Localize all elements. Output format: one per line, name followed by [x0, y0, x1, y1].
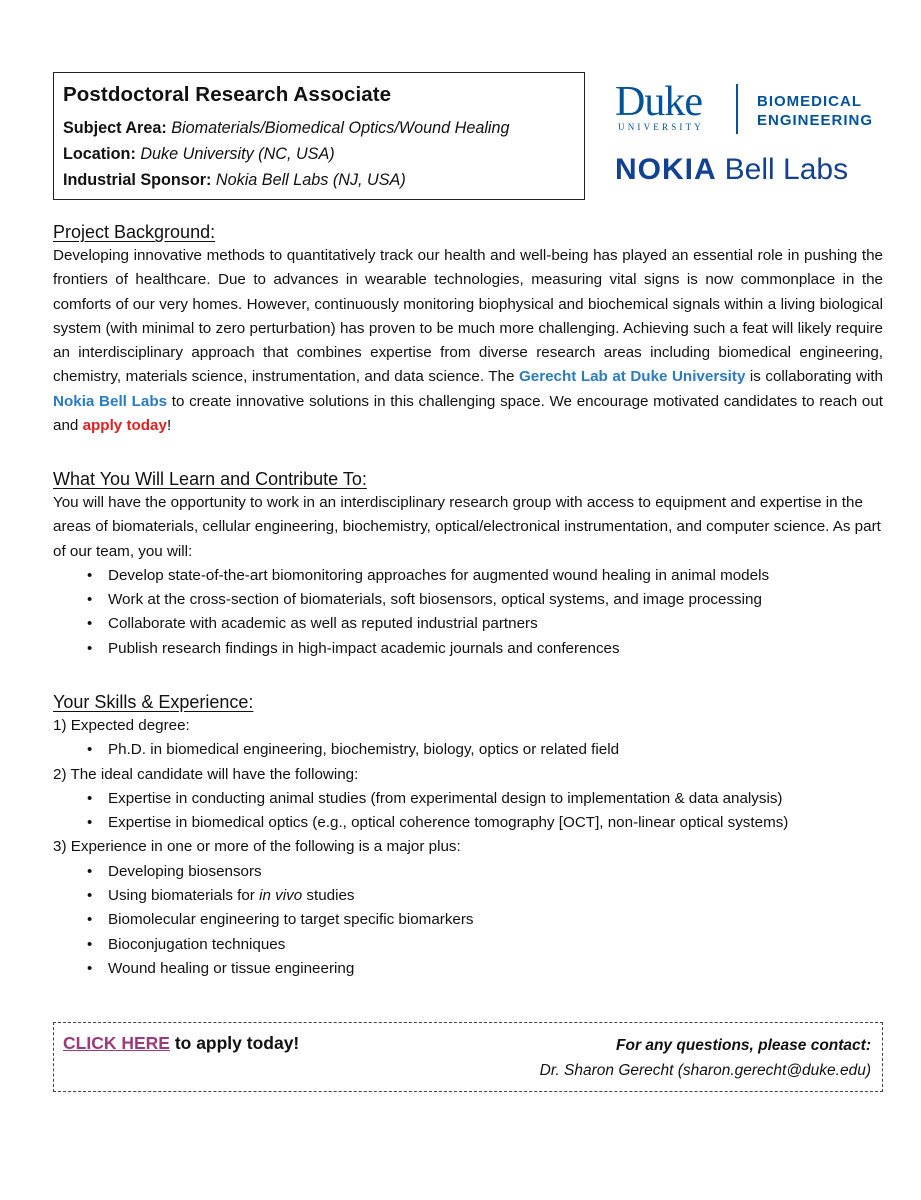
contact-heading: For any questions, please contact: — [616, 1037, 871, 1054]
list-item: • Ph.D. in biomedical engineering, biochemistry, biology, optics or related field — [53, 738, 883, 762]
subject-area-line — [63, 115, 574, 141]
apply-suffix: to apply today! — [169, 1033, 300, 1053]
job-title: Postdoctoral Research Associate — [63, 83, 392, 106]
project-background-text — [53, 244, 883, 438]
click-here-link[interactable]: CLICK HERE — [63, 1033, 170, 1053]
in-vivo-text: in vivo — [259, 887, 303, 905]
sponsor-line — [63, 167, 574, 193]
apply-contact-box — [53, 1022, 883, 1092]
apply-today-text: apply today — [82, 417, 167, 435]
ideal-candidate-list — [53, 787, 883, 836]
background-text-4: ! — [166, 417, 172, 435]
skills-experience-section — [53, 692, 883, 981]
degree-label: 1) Expected degree: — [53, 717, 190, 734]
logo-divider — [736, 84, 738, 134]
list-item: • Bioconjugation techniques — [53, 933, 883, 957]
list-item: • Work at the cross-section of biomaterials, soft biosensors, optical systems, and image processing — [53, 588, 883, 612]
learn-bullet-list — [53, 564, 883, 661]
contact-name: Dr. Sharon Gerecht (sharon.gerecht@duke.edu) — [539, 1062, 871, 1079]
nokia-bell-labs-link[interactable]: Nokia Bell Labs — [53, 392, 168, 410]
subject-area-label: Subject Area: — [63, 119, 167, 137]
duke-university-text: UNIVERSITY — [618, 122, 704, 132]
list-item: • Collaborate with academic as well as reputed industrial partners — [53, 612, 883, 636]
sponsor-label: Industrial Sponsor: — [63, 171, 212, 189]
location-value: Duke University (NC, USA) — [140, 145, 335, 163]
bme-text — [757, 92, 873, 130]
list-item — [53, 884, 883, 908]
skills-heading: Your Skills & Experience: — [53, 692, 254, 712]
subject-area-value: Biomaterials/Biomedical Optics/Wound Healing — [171, 119, 510, 137]
background-text-3: to create innovative solutions in this challenging space. We encourage motivated candidates to reach out and — [53, 392, 883, 435]
project-background-heading: Project Background: — [53, 222, 216, 242]
project-background-section — [53, 222, 883, 438]
nokia-wordmark: NOKIA — [615, 153, 717, 186]
bme-line-2: ENGINEERING — [757, 112, 874, 129]
background-text-2: is collaborating with — [745, 368, 883, 386]
apply-line — [63, 1033, 299, 1054]
location-line — [63, 141, 574, 167]
location-label: Location: — [63, 145, 136, 163]
duke-bme-logo — [615, 79, 885, 140]
background-text-1: Developing innovative methods to quantitatively track our health and well-being has played an essential role in pushing the frontiers of healthcare. Due to advances in wearable technologies, measuring vital signs is now commonplace in the comforts of our very homes. However, continuously monitoring biophysical and biochemical signals within a living biological system (with minimal to zero perturbation) has proven to be much more challenging. Achieving such a feat will likely require an interdisciplinary approach that combines expertise from diverse research areas including biomedical engineering, chemistry, materials science, instrumentation, and data science. The — [53, 247, 883, 386]
learn-intro-text: You will have the opportunity to work in an interdisciplinary research group with access to equipment and expertise in the areas of biomaterials, cellular engineering, biochemistry, optical/electronical instrumentation, and computer science. As part of our team, you will: — [53, 494, 881, 560]
gerecht-lab-link[interactable]: Gerecht Lab at Duke University — [518, 368, 746, 386]
bell-labs-wordmark: Bell Labs — [724, 153, 849, 186]
biomaterials-prefix: Using biomaterials for — [108, 887, 260, 905]
ideal-candidate-label: 2) The ideal candidate will have the following: — [53, 765, 359, 783]
nokia-bell-labs-logo — [615, 153, 848, 187]
sponsor-value: Nokia Bell Labs (NJ, USA) — [215, 171, 406, 189]
job-header-box — [53, 72, 585, 200]
list-item: • Wound healing or tissue engineering — [53, 957, 883, 981]
plus-experience-list — [53, 860, 883, 981]
bme-line-1: BIOMEDICAL — [757, 93, 862, 110]
list-item: • Publish research findings in high-impact academic journals and conferences — [53, 637, 883, 661]
learn-contribute-heading: What You Will Learn and Contribute To: — [53, 469, 367, 489]
duke-wordmark: Duke — [615, 79, 702, 125]
biomaterials-suffix: studies — [302, 887, 355, 905]
list-item: • Expertise in conducting animal studies (from experimental design to implementation & data analysis) — [53, 787, 883, 811]
list-item: • Biomolecular engineering to target specific biomarkers — [53, 908, 883, 932]
list-item: • Develop state-of-the-art biomonitoring approaches for augmented wound healing in animal models — [53, 564, 883, 588]
degree-list — [53, 738, 883, 762]
plus-experience-label: 3) Experience in one or more of the following is a major plus: — [53, 838, 461, 856]
list-item: • Expertise in biomedical optics (e.g., optical coherence tomography [OCT], non-linear optical systems) — [53, 811, 883, 835]
list-item: • Developing biosensors — [53, 860, 883, 884]
learn-contribute-section — [53, 469, 883, 661]
